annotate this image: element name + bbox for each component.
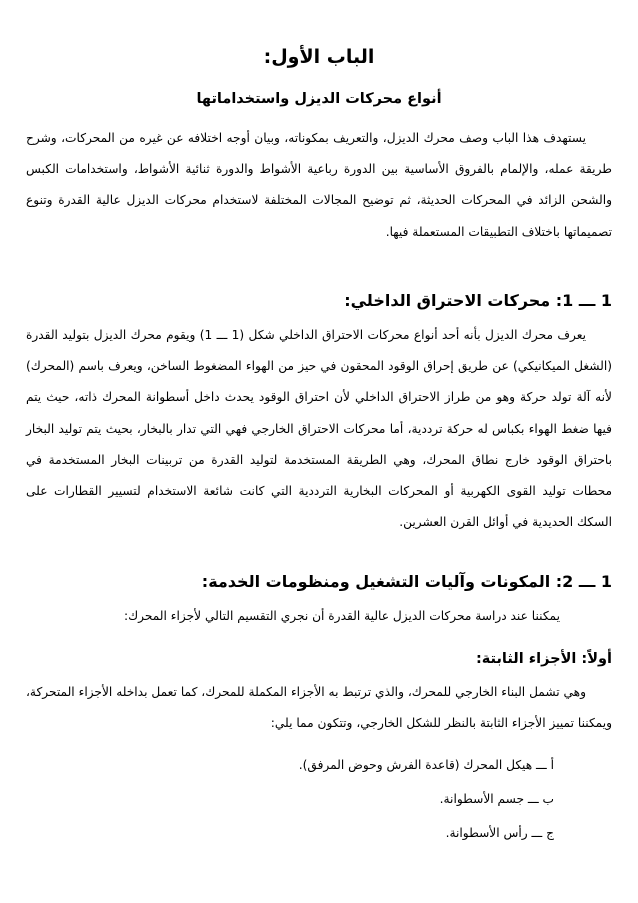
intro-paragraph: [26, 123, 612, 248]
list-item: أ ـــ هيكل المحرك (قاعدة الفرش وحوض المرفق).: [298, 758, 554, 772]
section-1: [26, 289, 612, 313]
fixed-parts: [26, 647, 612, 671]
fixed-parts-list: [26, 753, 612, 845]
section-2-intro: يمكننا عند دراسة محركات الديزل عالية القدرة أن نجري التقسيم التالي لأجزاء المحرك:: [124, 609, 560, 623]
chapter-title: الباب الأول:: [263, 46, 375, 68]
section-2: [26, 570, 612, 594]
section-2-intro-block: [26, 601, 612, 632]
fixed-parts-text: وهي تشمل البناء الخارجي للمحرك، والذي ترتبط به الأجزاء المكملة للمحرك، كما تعمل بداخله الأجزاء المتحركة، ويمكننا تمييز الأجزاء الثابتة بالنظر للشكل الخارجي، وتتكون مما يلي:: [26, 685, 612, 731]
chapter-subtitle: أنواع محركات الديزل واستخداماتها: [196, 91, 442, 107]
list-item: ب ـــ جسم الأسطوانة.: [439, 792, 554, 806]
section-1-body: [26, 320, 612, 538]
intro-block: [26, 123, 612, 248]
section-1-heading: 1 ـــ 1: محركات الاحتراق الداخلي:: [344, 291, 612, 310]
list-item: ج ـــ رأس الأسطوانة.: [445, 826, 554, 840]
section-2-heading: 1 ـــ 2: المكونات وآليات التشغيل ومنظومات الخدمة:: [201, 572, 612, 591]
fixed-parts-heading: أولاً: الأجزاء الثابتة:: [475, 651, 612, 667]
intro-text: يستهدف هذا الباب وصف محرك الديزل، والتعريف بمكوناته، وبيان أوجه اختلافه عن غيره من المحركات، وشرح طريقة عمله، والإلمام بالفروق الأساسية بين الدورة رباعية الأشواط والدورة ثنائية الأشواط، واستخدامات الكبس والشحن الزائد في المحركات الحديثة، ثم توضيح المجالات المختلفة لاستخدام محركات الديزل عالية القدرة وتنوع تصميماتها باختلاف التطبيقات المستعملة فيها.: [26, 131, 612, 239]
fixed-parts-paragraph: [26, 677, 612, 739]
section-1-paragraph: [26, 320, 612, 538]
section-1-text: يعرف محرك الديزل بأنه أحد أنواع محركات الاحتراق الداخلي شكل (1 ـــ 1) ويقوم محرك الديزل بتوليد القدرة (الشغل الميكانيكي) عن طريق إحراق الوقود المحقون في حيز من الهواء المضغوط الساخن، ويعرف باسم (المحرك) لأنه آلة تولد حركة وهو من طراز الاحتراق الداخلي لأن احتراق الوقود يحدث داخل أسطوانة المحرك ذاته، حيث يتم فيها ضغط الهواء بكباس له حركة ترددية، أما محركات الاحتراق الخارجي فهي التي تدار بالبخار، بحيث يتم توليد البخار باحتراق الوقود خارج نطاق المحرك، وهي الطريقة المستخدمة لتوليد القدرة من تربينات البخار المستخدمة في محطات توليد القوى الكهربية أو المحركات البخارية الترددية التي كانت شائعة الاستخدام لتسيير القطارات على السكك الحديدية في أوائل القرن العشرين.: [26, 328, 612, 530]
fixed-parts-body: [26, 677, 612, 739]
